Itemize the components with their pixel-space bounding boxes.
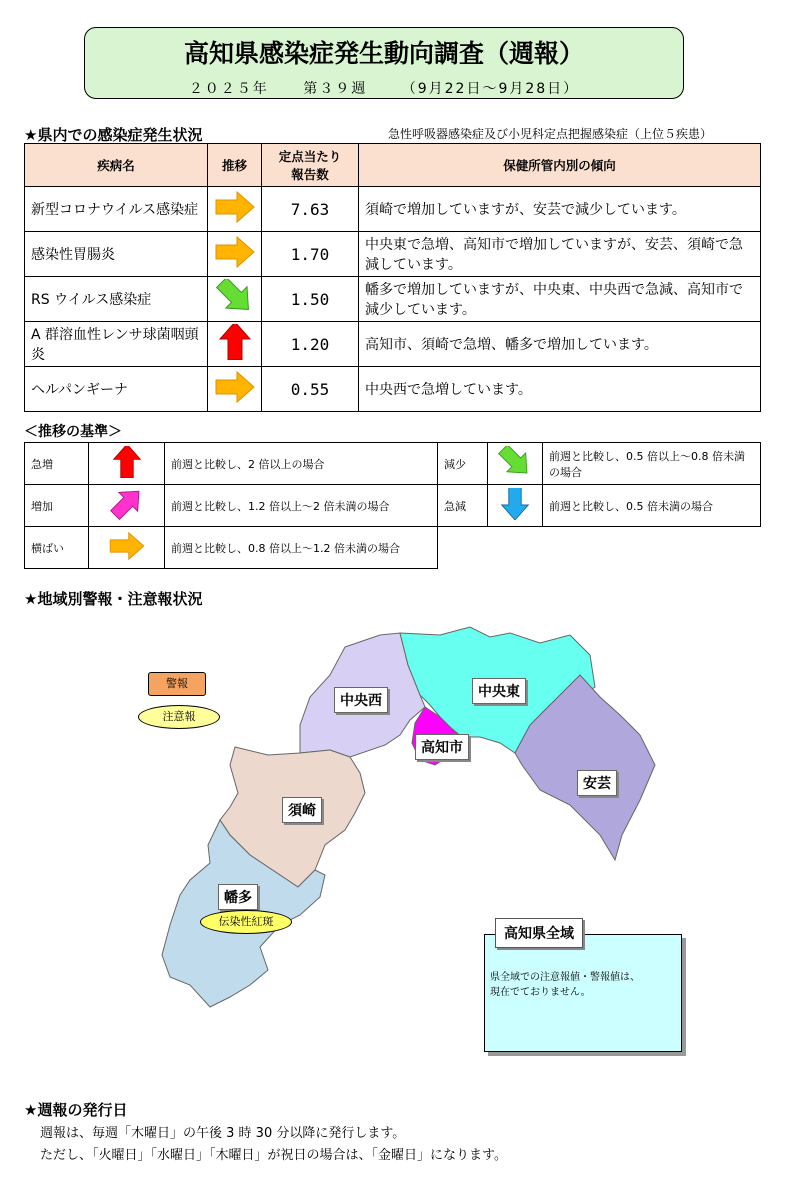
criteria-flat-name: 横ばい — [25, 527, 89, 569]
criteria-flat-desc: 前週と比較し、0.8 倍以上～1.2 倍未満の場合 — [165, 527, 438, 569]
criteria-plunge-name: 急減 — [438, 485, 488, 527]
publication-title: ★週報の発行日 — [24, 1101, 128, 1119]
disease-name: 感染性胃腸炎 — [25, 232, 208, 277]
prefecture-status-label: 高知県全域 — [495, 918, 583, 948]
criteria-plunge-desc: 前週と比較し、0.5 倍未満の場合 — [543, 485, 761, 527]
criteria-title: ＜推移の基準＞ — [24, 424, 122, 440]
report-title: 高知県感染症発生動向調査（週報） — [183, 39, 584, 68]
trend-surge-icon — [208, 322, 262, 367]
criteria-increase-desc: 前週と比較し、1.2 倍以上～2 倍未満の場合 — [165, 485, 438, 527]
table-row — [25, 322, 761, 367]
disease-name: A 群溶血性レンサ球菌咽頭炎 — [25, 322, 208, 367]
report-header — [84, 27, 684, 99]
infection-status-table — [24, 143, 761, 412]
legend-warning: 警報 — [148, 672, 206, 696]
legend-advisory: 注意報 — [138, 705, 220, 729]
report-week: 第３９週 — [303, 81, 368, 97]
trend-flat-icon — [208, 367, 262, 412]
label-chuo-higashi: 中央東 — [472, 678, 526, 704]
publication-line-1: 週報は、毎週「木曜日」の午後 3 時 30 分以降に発行します。 — [40, 1126, 406, 1141]
label-susaki: 須崎 — [282, 797, 322, 823]
trend-flat-icon — [208, 187, 262, 232]
col-value: 定点当たり 報告数 — [262, 144, 359, 187]
surge-arrow-icon — [89, 443, 165, 485]
col-disease: 疾病名 — [25, 144, 208, 187]
tendency-text: 中央東で急増、高知市で増加していますが、安芸、須崎で急減しています。 — [359, 232, 761, 277]
criteria-table — [24, 442, 761, 569]
table-row — [25, 232, 761, 277]
label-kochi-city: 高知市 — [415, 734, 469, 760]
criteria-surge-desc: 前週と比較し、2 倍以上の場合 — [165, 443, 438, 485]
criteria-row — [25, 527, 761, 569]
report-dates: （9月22日～9月28日） — [401, 81, 580, 97]
report-year: ２０２５年 — [188, 81, 269, 97]
table-row — [25, 367, 761, 412]
report-value: 0.55 — [262, 367, 359, 412]
section-regional-alerts-title: ★地域別警報・注意報状況 — [24, 590, 203, 608]
criteria-row — [25, 443, 761, 485]
prefecture-status-text: 県全域での注意報値・警報値は、 現在でておりません。 — [490, 972, 640, 998]
tendency-text: 幡多で増加していますが、中央東、中央西で急減、高知市で減少しています。 — [359, 277, 761, 322]
section-infection-status-title: ★県内での感染症発生状況 — [24, 126, 203, 144]
section-infection-status-note: 急性呼吸器感染症及び小児科定点把握感染症（上位５疾患） — [388, 127, 713, 141]
flat-arrow-icon — [89, 527, 165, 569]
col-trend: 推移 — [208, 144, 262, 187]
hata-advisory-badge: 伝染性紅斑 — [200, 910, 292, 934]
report-period — [85, 78, 683, 98]
publication-line-2: ただし、「火曜日」「水曜日」「木曜日」が祝日の場合は、「金曜日」になります。 — [40, 1148, 507, 1163]
label-aki: 安芸 — [577, 770, 617, 796]
table-header-row — [25, 144, 761, 187]
table-row — [25, 187, 761, 232]
criteria-increase-name: 増加 — [25, 485, 89, 527]
trend-decrease-icon — [208, 277, 262, 322]
tendency-text: 須崎で増加していますが、安芸で減少しています。 — [359, 187, 761, 232]
disease-name: 新型コロナウイルス感染症 — [25, 187, 208, 232]
label-hata: 幡多 — [218, 884, 258, 910]
tendency-text: 高知市、須崎で急増、幡多で増加しています。 — [359, 322, 761, 367]
criteria-decrease-desc: 前週と比較し、0.5 倍以上～0.8 倍未満の場合 — [543, 443, 761, 485]
disease-name: RS ウイルス感染症 — [25, 277, 208, 322]
tendency-text: 中央西で急増しています。 — [359, 367, 761, 412]
label-chuo-nishi: 中央西 — [334, 687, 388, 713]
report-value: 1.20 — [262, 322, 359, 367]
report-value: 1.70 — [262, 232, 359, 277]
disease-name: ヘルパンギーナ — [25, 367, 208, 412]
criteria-surge-name: 急増 — [25, 443, 89, 485]
criteria-row — [25, 485, 761, 527]
increase-arrow-icon — [89, 485, 165, 527]
report-value: 1.50 — [262, 277, 359, 322]
col-tendency: 保健所管内別の傾向 — [359, 144, 761, 187]
trend-flat-icon — [208, 232, 262, 277]
criteria-decrease-name: 減少 — [438, 443, 488, 485]
report-value: 7.63 — [262, 187, 359, 232]
table-row — [25, 277, 761, 322]
plunge-arrow-icon — [488, 485, 543, 527]
decrease-arrow-icon — [488, 443, 543, 485]
